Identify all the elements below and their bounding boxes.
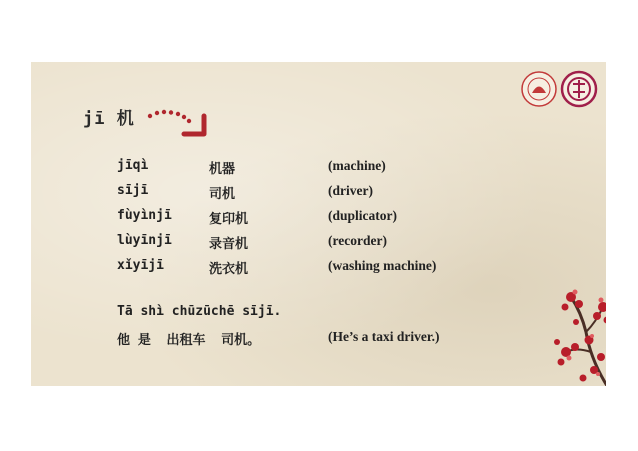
vocab-hanzi: 机器 <box>209 162 236 177</box>
vocab-pinyin: sījī <box>117 183 149 198</box>
sentence-pinyin: Tā shì chūzūchē sījī. <box>117 304 282 319</box>
vocab-english: (machine) <box>328 158 386 173</box>
vocab-hanzi: 司机 <box>209 187 236 202</box>
vocab-pinyin: jīqì <box>117 158 149 173</box>
sentence-hanzi: 他 是 出租车 司机。 <box>117 333 261 348</box>
plum-blossom-decoration <box>531 252 606 386</box>
school-seal-logo <box>520 70 558 108</box>
dotted-arrow-icon <box>146 106 216 142</box>
sentence-english: (He’s a taxi driver.) <box>328 329 440 344</box>
slide-heading: jī 机 <box>83 109 135 129</box>
confucius-institute-logo <box>559 70 599 108</box>
vocab-english: (duplicator) <box>328 208 397 223</box>
slide <box>31 62 606 386</box>
vocab-hanzi: 复印机 <box>209 212 249 227</box>
vocab-pinyin: fùyìnjī <box>117 208 172 223</box>
vocab-hanzi: 洗衣机 <box>209 262 249 277</box>
vocab-english: (recorder) <box>328 233 387 248</box>
vocab-pinyin: xǐyījī <box>117 258 164 273</box>
vocab-english: (driver) <box>328 183 373 198</box>
vocab-hanzi: 录音机 <box>209 237 249 252</box>
vocab-pinyin: lùyīnjī <box>117 233 172 248</box>
vocab-english: (washing machine) <box>328 258 437 273</box>
